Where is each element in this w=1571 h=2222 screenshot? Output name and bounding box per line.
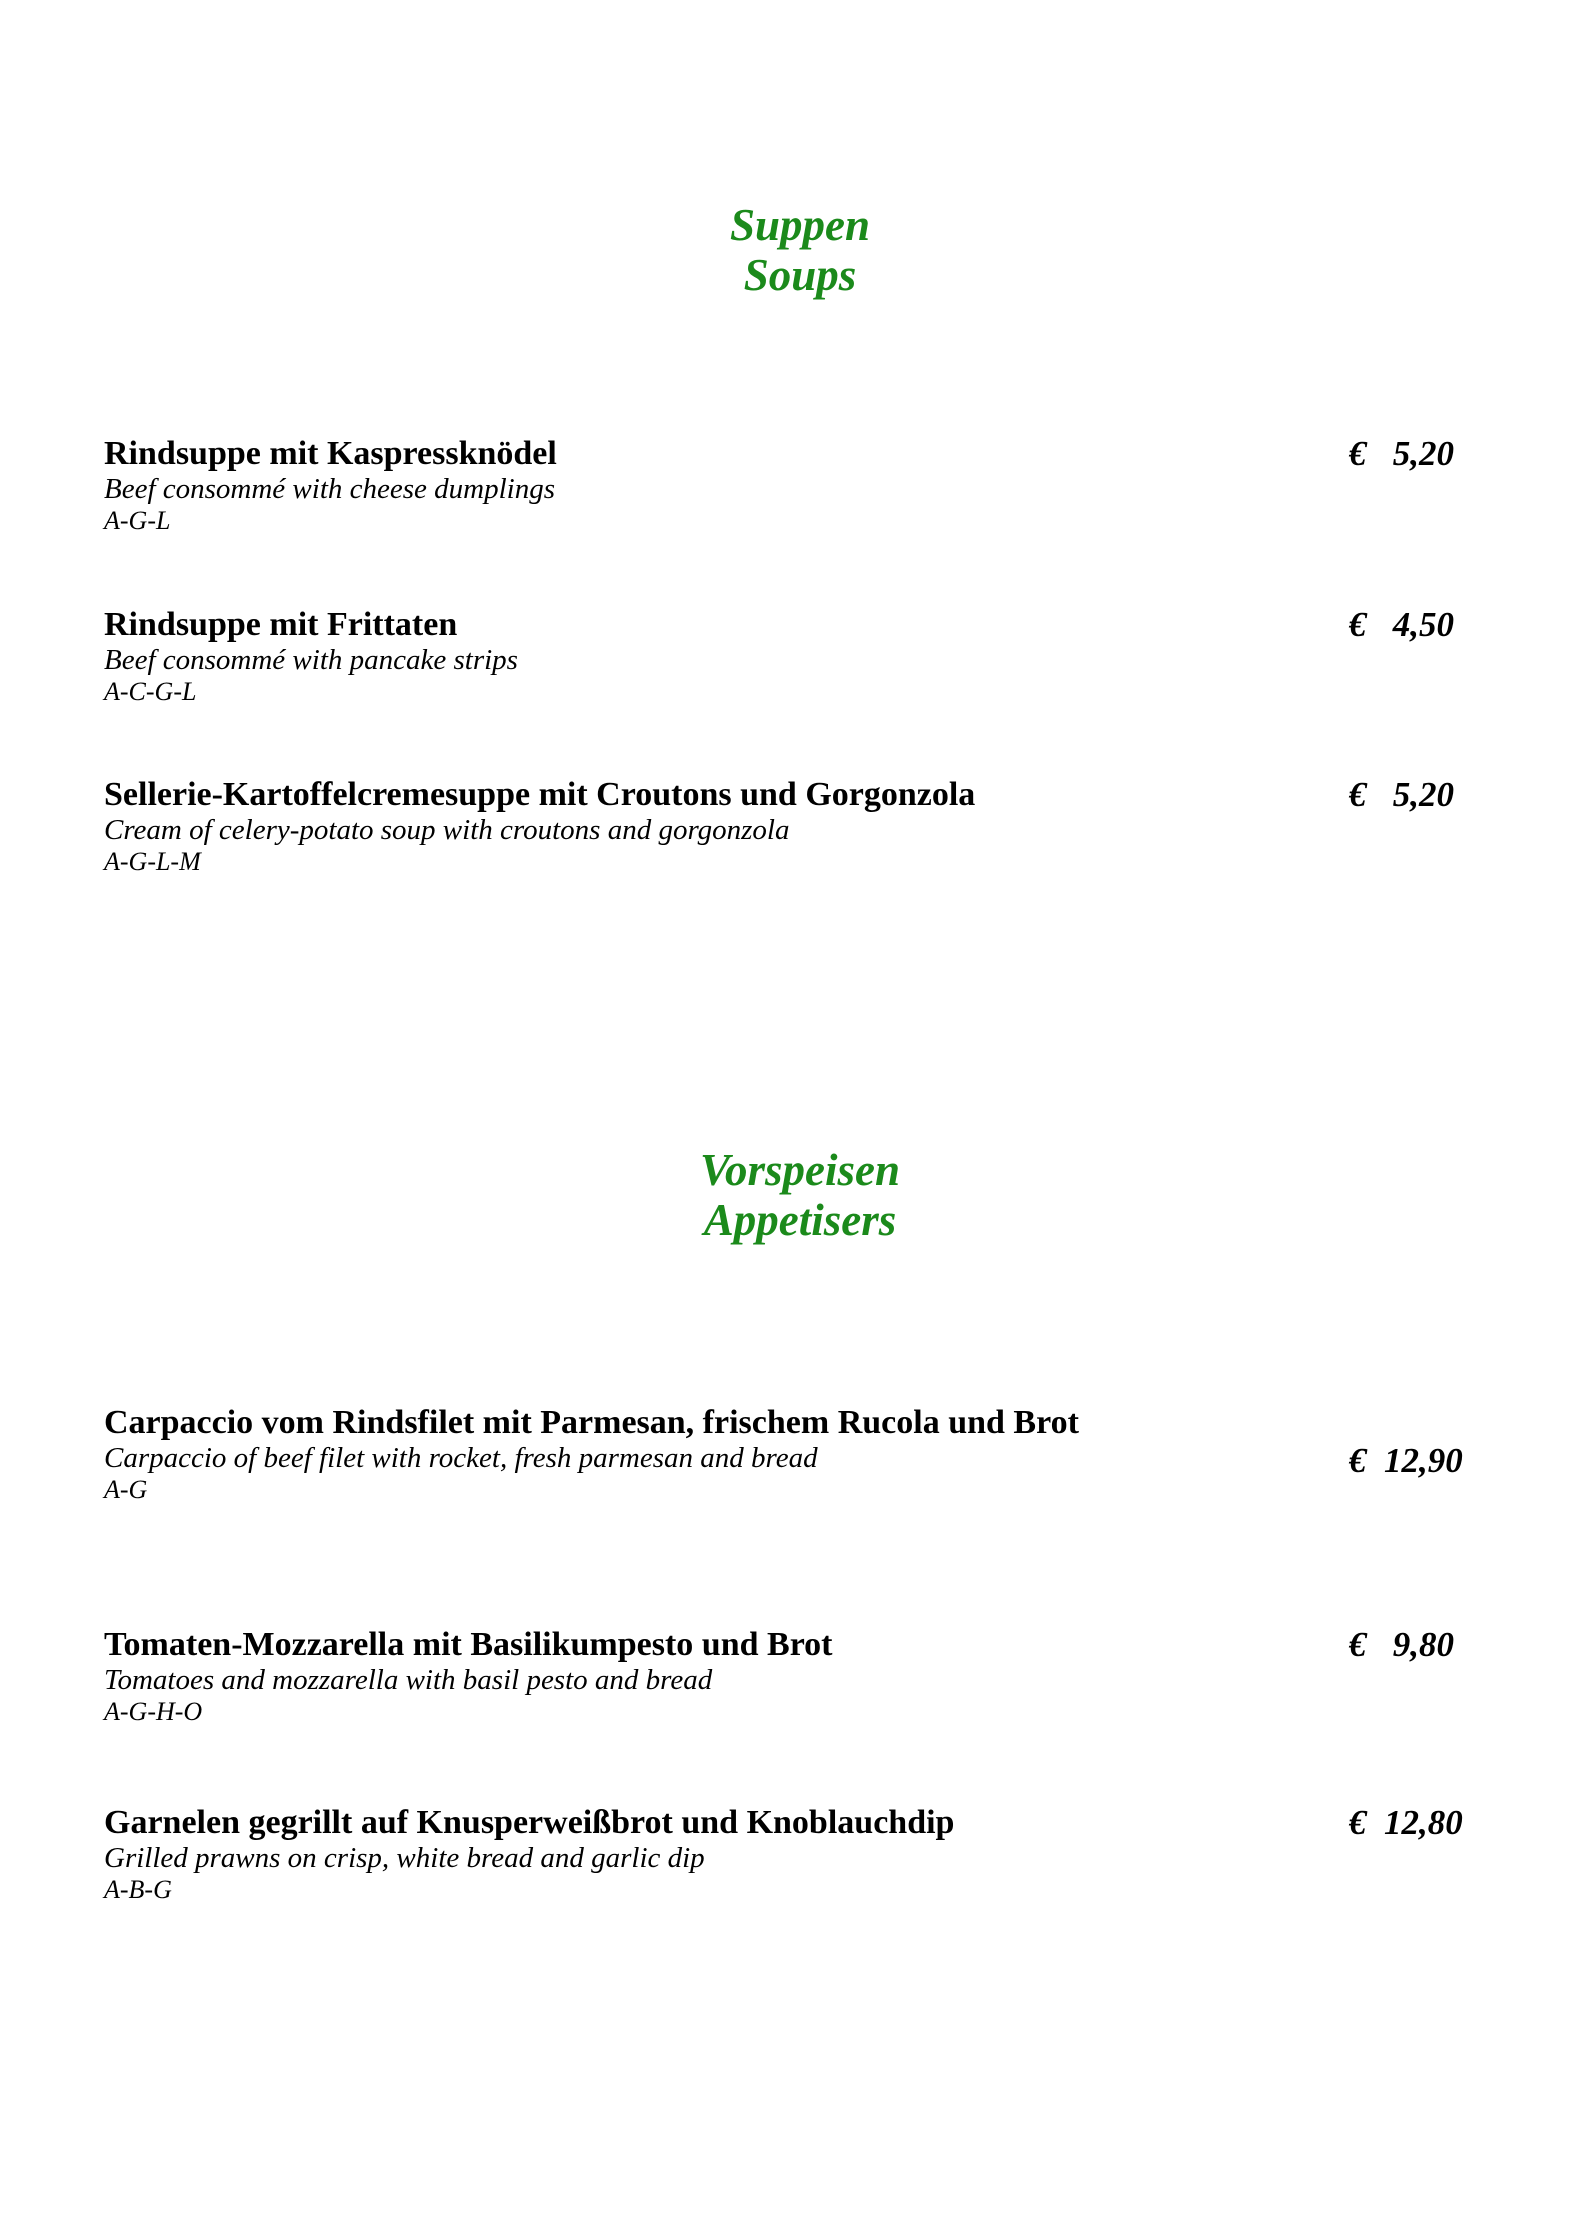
section-title-appetisers-en: Appetisers: [703, 1195, 897, 1245]
item-name: Rindsuppe mit Frittaten: [104, 606, 458, 643]
item-description: Tomatoes and mozzarella with basil pesto and bread: [104, 1664, 713, 1696]
item-name: Carpaccio vom Rindsfilet mit Parmesan, frischem Rucola und Brot: [104, 1404, 1079, 1441]
price-value: 4,50: [1392, 605, 1454, 644]
item-allergens: A-G-L-M: [104, 847, 201, 876]
item-name: Tomaten-Mozzarella mit Basilikumpesto und Brot: [104, 1626, 833, 1663]
currency-symbol: €: [1349, 775, 1367, 814]
item-price: [1349, 1804, 1463, 1842]
item-name: Rindsuppe mit Kaspressknödel: [104, 435, 557, 472]
price-value: 5,20: [1392, 434, 1454, 473]
section-title-soups-de: Suppen: [729, 200, 871, 250]
section-title-soups-en: Soups: [743, 250, 857, 300]
price-value: 9,80: [1392, 1625, 1454, 1664]
menu-item: [104, 776, 1504, 878]
item-price: [1349, 776, 1454, 814]
item-allergens: A-G: [104, 1475, 148, 1504]
currency-symbol: €: [1349, 1803, 1367, 1842]
price-value: 12,80: [1384, 1803, 1463, 1842]
currency-symbol: €: [1349, 1441, 1367, 1480]
menu-item: [104, 1404, 1504, 1506]
currency-symbol: €: [1349, 1625, 1367, 1664]
item-allergens: A-B-G: [104, 1875, 172, 1904]
item-description: Beef consommé with pancake strips: [104, 644, 518, 676]
currency-symbol: €: [1349, 434, 1367, 473]
item-allergens: A-C-G-L: [104, 677, 197, 706]
item-price: [1349, 1442, 1463, 1480]
menu-item: [104, 1804, 1504, 1906]
item-allergens: A-G-H-O: [104, 1697, 203, 1726]
price-value: 12,90: [1384, 1441, 1463, 1480]
item-description: Carpaccio of beef filet with rocket, fresh parmesan and bread: [104, 1442, 818, 1474]
menu-item: [104, 435, 1504, 537]
item-allergens: A-G-L: [104, 506, 171, 535]
item-description: Grilled prawns on crisp, white bread and garlic dip: [104, 1842, 705, 1874]
menu-item: [104, 606, 1504, 708]
currency-symbol: €: [1349, 605, 1367, 644]
item-description: Beef consommé with cheese dumplings: [104, 473, 556, 505]
item-name: Sellerie-Kartoffelcremesuppe mit Croutons und Gorgonzola: [104, 776, 976, 813]
price-value: 5,20: [1392, 775, 1454, 814]
item-price: [1349, 1626, 1454, 1664]
section-title-appetisers-de: Vorspeisen: [699, 1145, 901, 1195]
item-description: Cream of celery-potato soup with croutons and gorgonzola: [104, 814, 790, 846]
item-price: [1349, 435, 1454, 473]
menu-item: [104, 1626, 1504, 1728]
item-name: Garnelen gegrillt auf Knusperweißbrot und Knoblauchdip: [104, 1804, 955, 1841]
item-price: [1349, 606, 1454, 644]
